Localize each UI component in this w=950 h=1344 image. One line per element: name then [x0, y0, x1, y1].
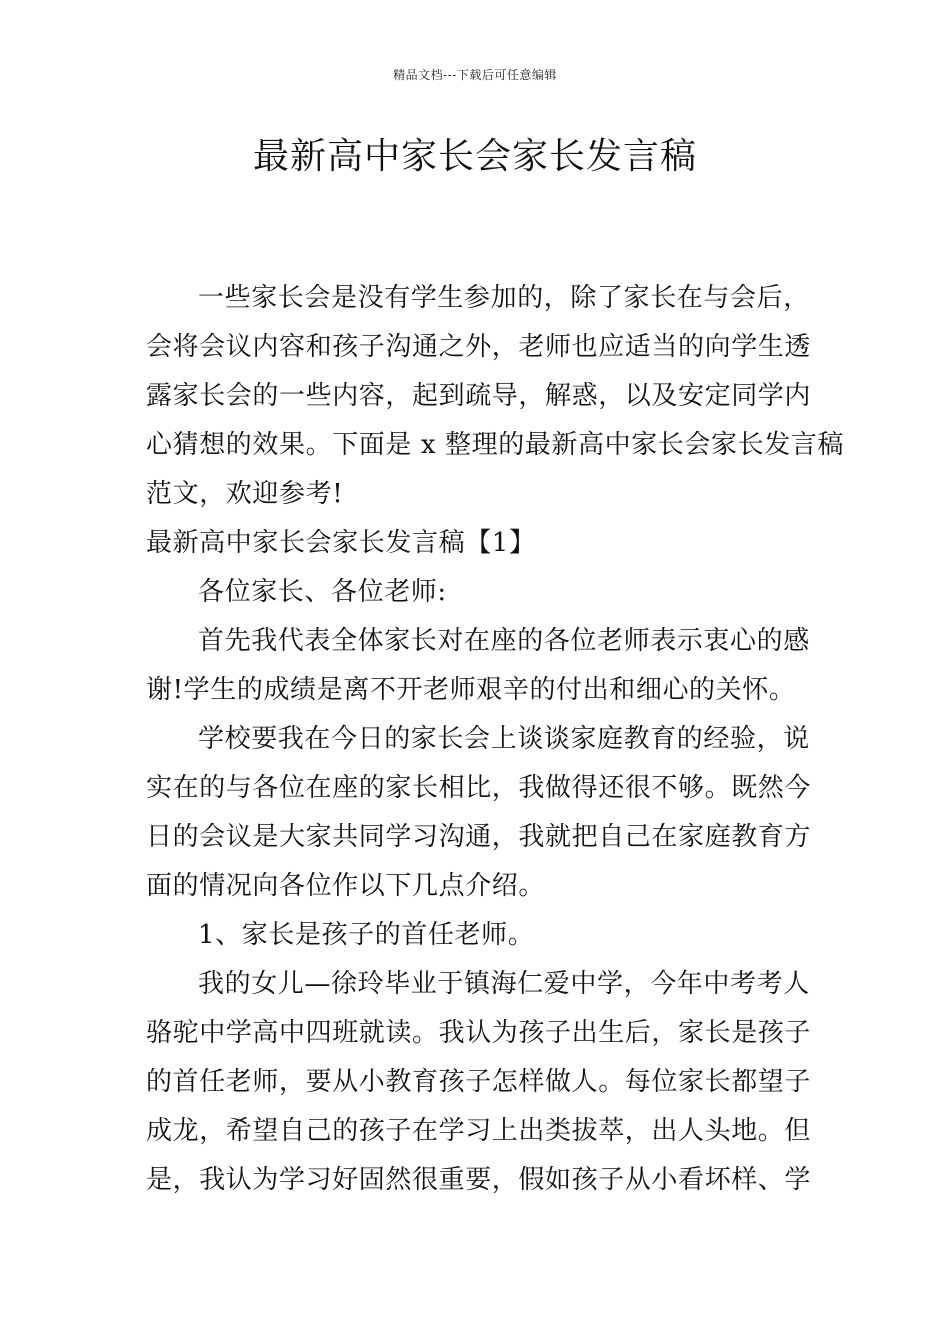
paragraph-line: 首先我代表全体家长对在座的各位老师表示衷心的感	[198, 626, 810, 656]
document-title: 最新高中家长会家长发言稿	[252, 136, 697, 177]
paragraph-line: 会将会议内容和孩子沟通之外，老师也应适当的向学生透	[146, 332, 812, 362]
paragraph-line: 学校要我在今日的家长会上谈谈家庭教育的经验，说	[198, 724, 810, 754]
paragraph-line: 心猜想的效果。下面是 x 整理的最新高中家长会家长发言稿	[146, 430, 844, 460]
paragraph-line: 是，我认为学习好固然很重要，假如孩子从小看坏样、学	[146, 1165, 812, 1195]
paragraph-line: 范文，欢迎参考!	[146, 479, 344, 509]
paragraph-line: 实在的与各位在座的家长相比，我做得还很不够。既然今	[146, 773, 812, 803]
paragraph-line: 露家长会的一些内容，起到疏导，解惑，以及安定同学内	[146, 381, 812, 411]
paragraph-line: 谢!学生的成绩是离不开老师艰辛的付出和细心的关怀。	[146, 675, 796, 705]
numbered-point: 1、家长是孩子的首任老师。	[198, 920, 535, 950]
salutation: 各位家长、各位老师:	[198, 577, 447, 607]
paragraph-line: 我的女儿—徐玲毕业于镇海仁爱中学，今年中考考人	[198, 969, 810, 999]
paragraph-line: 日的会议是大家共同学习沟通，我就把自己在家庭教育方	[146, 822, 812, 852]
document-body	[146, 274, 844, 1205]
running-header: 精品文档---下载后可任意编辑	[393, 68, 557, 82]
section-heading: 最新高中家长会家长发言稿【1】	[146, 528, 536, 558]
paragraph-line: 面的情况向各位作以下几点介绍。	[146, 871, 546, 901]
paragraph-line: 成龙，希望自己的孩子在学习上出类拔萃，出人头地。但	[146, 1116, 812, 1146]
paragraph-line: 一些家长会是没有学生参加的，除了家长在与会后，	[198, 283, 810, 313]
paragraph-line: 的首任老师，要从小教育孩子怎样做人。每位家长都望子	[146, 1067, 812, 1097]
paragraph-line: 骆驼中学高中四班就读。我认为孩子出生后，家长是孩子	[146, 1018, 812, 1048]
